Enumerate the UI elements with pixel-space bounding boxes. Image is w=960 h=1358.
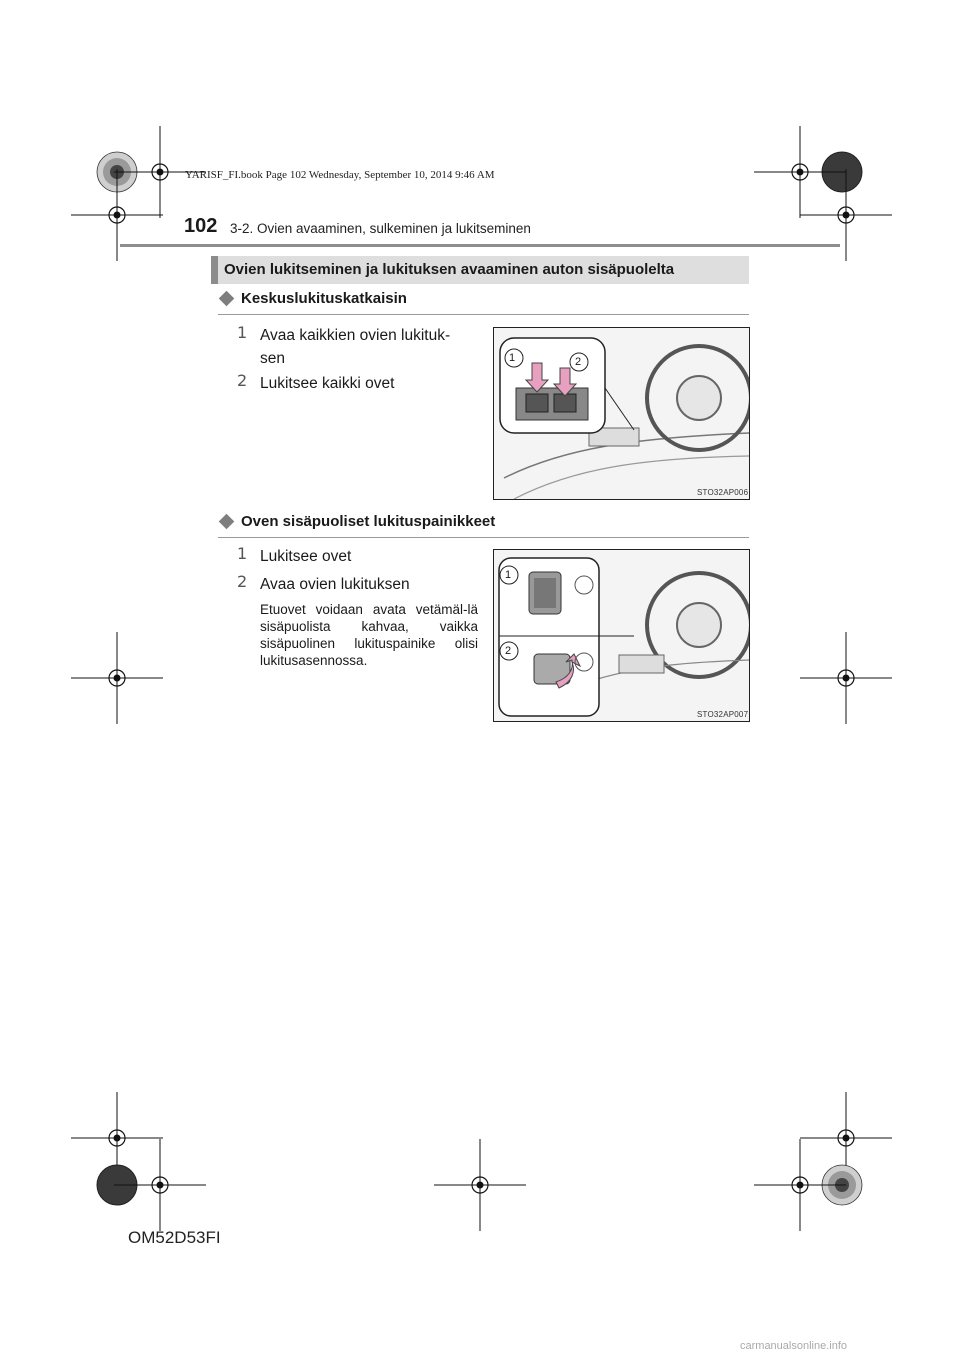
- subsection-rule: [218, 314, 749, 315]
- car-interior-illustration: [494, 328, 749, 499]
- subsection-heading-text: Oven sisäpuoliset lukituspainikkeet: [241, 513, 496, 530]
- subsection-heading: [218, 513, 495, 530]
- subsection-heading: [218, 290, 407, 307]
- subsection-heading-text: Keskuslukituskatkaisin: [241, 290, 407, 307]
- page-number: 102: [184, 215, 218, 237]
- figure-label: 2: [505, 645, 512, 657]
- step-number-icon: 1: [237, 544, 248, 563]
- door-lock-illustration: [494, 550, 749, 721]
- step-text: Lukitsee kaikki ovet: [260, 375, 395, 392]
- watermark: carmanualsonline.info: [740, 1340, 848, 1352]
- book-info: YARISF_FI.book Page 102 Wednesday, September 10, 2014 9:46 AM: [185, 169, 495, 181]
- figure-label: 1: [505, 569, 512, 581]
- step-number-icon: 1: [237, 323, 248, 342]
- step-text: Avaa ovien lukituksen: [260, 576, 410, 593]
- step-number-icon: 2: [237, 371, 248, 390]
- figure-code: STO32AP007: [697, 710, 749, 719]
- subsection-rule: [218, 537, 749, 538]
- figure-code: STO32AP006: [697, 488, 749, 497]
- step-text: Lukitsee ovet: [260, 548, 352, 565]
- note-text: Etuovet voidaan avata vetämäl-lä sisäpuolista kahvaa, vaikka sisäpuolinen lukituspainike olisi lukitusasennossa.: [260, 602, 478, 668]
- document-code: OM52D53FI: [128, 1228, 221, 1247]
- figure-central-lock-switch: [493, 327, 750, 500]
- diamond-bullet-icon: [219, 514, 235, 530]
- step-text-line: Avaa kaikkien ovien lukituk-: [260, 327, 451, 344]
- diamond-bullet-icon: [219, 291, 235, 307]
- running-head: 3-2. Ovien avaaminen, sulkeminen ja lukitseminen: [230, 221, 531, 236]
- step-text-line: sen: [260, 350, 285, 367]
- section-title: Ovien lukitseminen ja lukituksen avaaminen auton sisäpuolelta: [224, 261, 675, 278]
- step-text: [260, 324, 450, 370]
- figure-label: 2: [575, 356, 582, 368]
- step-number-icon: 2: [237, 572, 248, 591]
- figure-label: 1: [509, 352, 516, 364]
- figure-door-lock-buttons: [493, 549, 750, 722]
- header-rule: [120, 244, 840, 247]
